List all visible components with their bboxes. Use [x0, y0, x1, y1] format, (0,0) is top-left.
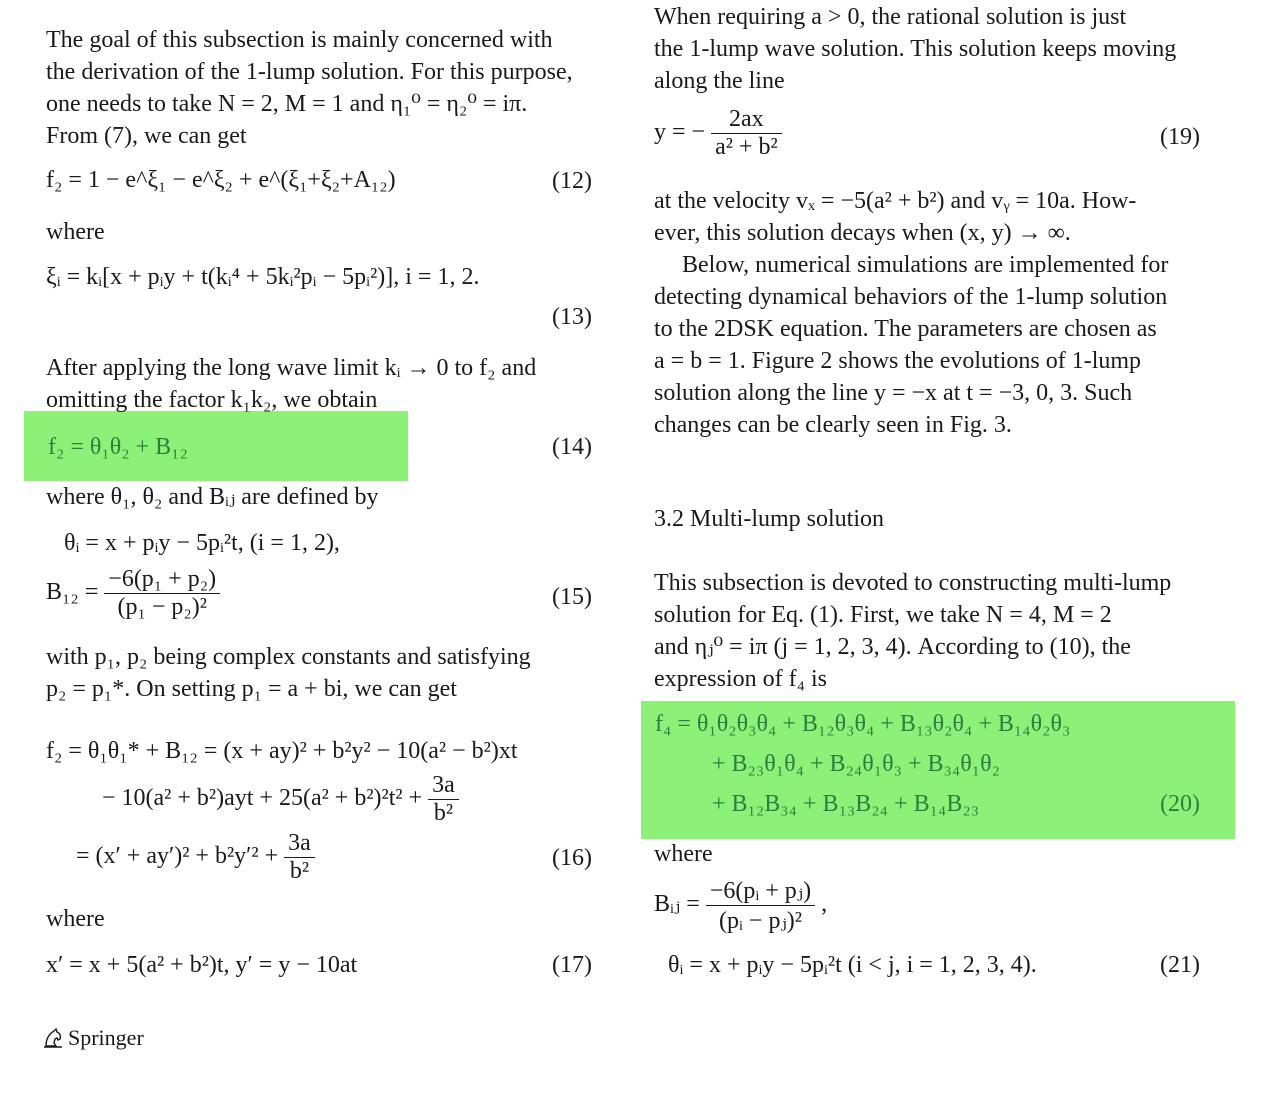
right-below-line-4: a = b = 1. Figure 2 shows the evolutions of 1-lump	[654, 348, 1142, 374]
equation-15-denominator: (p₁ − p₂)²	[104, 593, 220, 621]
equation-12-number: (12)	[552, 168, 592, 194]
equation-19-fraction	[711, 106, 782, 161]
equation-13: ξᵢ = kᵢ[x + pᵢy + t(kᵢ⁴ + 5kᵢ²pᵢ − 5pᵢ²)], i = 1, 2.	[46, 264, 480, 290]
equation-16-line-2	[102, 772, 459, 827]
equation-15-lhs: B₁₂ =	[46, 579, 99, 606]
equation-20-number: (20)	[1160, 791, 1200, 817]
equation-15-numerator: −6(p₁ + p₂)	[108, 566, 217, 592]
equation-21-lhs: Bᵢⱼ =	[654, 891, 700, 918]
equation-12: f₂ = 1 − e^ξ₁ − e^ξ₂ + e^(ξ₁+ξ₂+A₁₂)	[46, 167, 396, 193]
equation-15-fraction	[104, 566, 220, 621]
springer-footer	[42, 1025, 144, 1051]
left-with-line-1: with p₁, p₂ being complex constants and satisfying	[46, 644, 531, 670]
equation-19	[654, 106, 782, 161]
right-below-line-1: Below, numerical simulations are implemented for	[682, 252, 1169, 278]
equation-16-line-1: f₂ = θ₁θ₁* + B₁₂ = (x + ay)² + b²y² − 10(a² − b²)xt	[46, 738, 518, 764]
equation-17: x′ = x + 5(a² + b²)t, y′ = y − 10at	[46, 952, 358, 978]
left-intro-line-1: The goal of this subsection is mainly concerned with	[46, 27, 553, 53]
right-intro-line-3: along the line	[654, 68, 785, 94]
right-velocity-line-1: at the velocity vₓ = −5(a² + b²) and vᵧ = 10a. How-	[654, 188, 1137, 214]
left-with-line-2: p₂ = p₁*. On setting p₁ = a + bi, we can get	[46, 676, 457, 702]
right-velocity-line-2: ever, this solution decays when (x, y) → ∞.	[654, 220, 1071, 246]
equation-20-line-2: + B₂₃θ₁θ₄ + B₂₄θ₁θ₃ + B₃₄θ₁θ₂	[712, 751, 1001, 777]
section-heading: 3.2 Multi-lump solution	[654, 506, 885, 532]
equation-16-fraction-b	[284, 830, 315, 885]
right-multi-line-2: solution for Eq. (1). First, we take N = 4, M = 2	[654, 602, 1112, 628]
right-where: where	[654, 841, 713, 867]
equation-21-denominator: (pᵢ − pⱼ)²	[706, 905, 815, 935]
right-below-line-6: changes can be clearly seen in Fig. 3.	[654, 412, 1012, 438]
right-below-line-2: detecting dynamical behaviors of the 1-lump solution	[654, 284, 1168, 310]
equation-17-number: (17)	[552, 952, 592, 978]
equation-15-number: (15)	[552, 584, 592, 610]
equation-19-numerator: 2ax	[729, 106, 764, 132]
right-multi-line-4: expression of f₄ is	[654, 666, 828, 692]
equation-16-fraction-a-denominator: b²	[428, 799, 459, 827]
equation-16-line-3-text: = (x′ + ay′)² + b²y′² +	[76, 843, 279, 870]
springer-horse-icon	[42, 1027, 64, 1049]
right-multi-line-3: and ηⱼ⁰ = iπ (j = 1, 2, 3, 4). According to (10), the	[654, 634, 1131, 660]
equation-21-comma: ,	[821, 891, 828, 918]
equation-21-theta: θᵢ = x + pᵢy − 5pᵢ²t (i < j, i = 1, 2, 3, 4).	[668, 952, 1037, 978]
equation-16-fraction-b-numerator: 3a	[288, 830, 311, 856]
equation-16-fraction-b-denominator: b²	[284, 857, 315, 885]
equation-21-b	[654, 876, 827, 935]
springer-wordmark: Springer	[68, 1025, 144, 1050]
equation-14-number: (14)	[552, 434, 592, 460]
equation-16-fraction-a	[428, 772, 459, 827]
equation-14: f₂ = θ₁θ₂ + B₁₂	[48, 434, 188, 460]
right-below-line-3: to the 2DSK equation. The parameters are chosen as	[654, 316, 1157, 342]
left-intro-line-2: the derivation of the 1-lump solution. For this purpose,	[46, 59, 573, 85]
equation-19-lhs: y = −	[654, 119, 706, 146]
right-multi-line-1: This subsection is devoted to constructing multi-lump	[654, 570, 1172, 596]
equation-15-theta: θᵢ = x + pᵢy − 5pᵢ²t, (i = 1, 2),	[64, 530, 340, 556]
equation-16-fraction-a-numerator: 3a	[432, 772, 455, 798]
equation-19-denominator: a² + b²	[711, 133, 782, 161]
right-below-line-5: solution along the line y = −x at t = −3, 0, 3. Such	[654, 380, 1133, 406]
equation-13-number: (13)	[552, 304, 592, 330]
equation-16-line-3	[76, 830, 315, 885]
equation-16-number: (16)	[552, 845, 592, 871]
left-intro-line-3: one needs to take N = 2, M = 1 and η₁⁰ = η₂⁰ = iπ.	[46, 91, 528, 117]
left-after-line-1: After applying the long wave limit kᵢ → 0 to f₂ and	[46, 355, 537, 381]
left-after-line-2: omitting the factor k₁k₂, we obtain	[46, 387, 378, 413]
equation-21-number: (21)	[1160, 952, 1200, 978]
right-intro-line-1: When requiring a > 0, the rational solution is just	[654, 4, 1127, 30]
equation-19-number: (19)	[1160, 124, 1200, 150]
left-intro-line-4: From (7), we can get	[46, 123, 247, 149]
left-where-2: where	[46, 906, 105, 932]
equation-20-line-3: + B₁₂B₃₄ + B₁₃B₂₄ + B₁₄B₂₃	[712, 791, 980, 817]
equation-21-numerator: −6(pᵢ + pⱼ)	[709, 878, 812, 904]
right-intro-line-2: the 1-lump wave solution. This solution keeps moving	[654, 36, 1177, 62]
equation-20-line-1: f₄ = θ₁θ₂θ₃θ₄ + B₁₂θ₃θ₄ + B₁₃θ₂θ₄ + B₁₄θ₂θ₃	[655, 711, 1071, 737]
equation-16-line-2-text: − 10(a² + b²)ayt + 25(a² + b²)²t² +	[102, 785, 423, 812]
equation-21-fraction	[706, 876, 815, 935]
equation-15-b12	[46, 566, 220, 621]
left-where-defined: where θ₁, θ₂ and Bᵢⱼ are defined by	[46, 484, 379, 510]
left-where-1: where	[46, 219, 105, 245]
